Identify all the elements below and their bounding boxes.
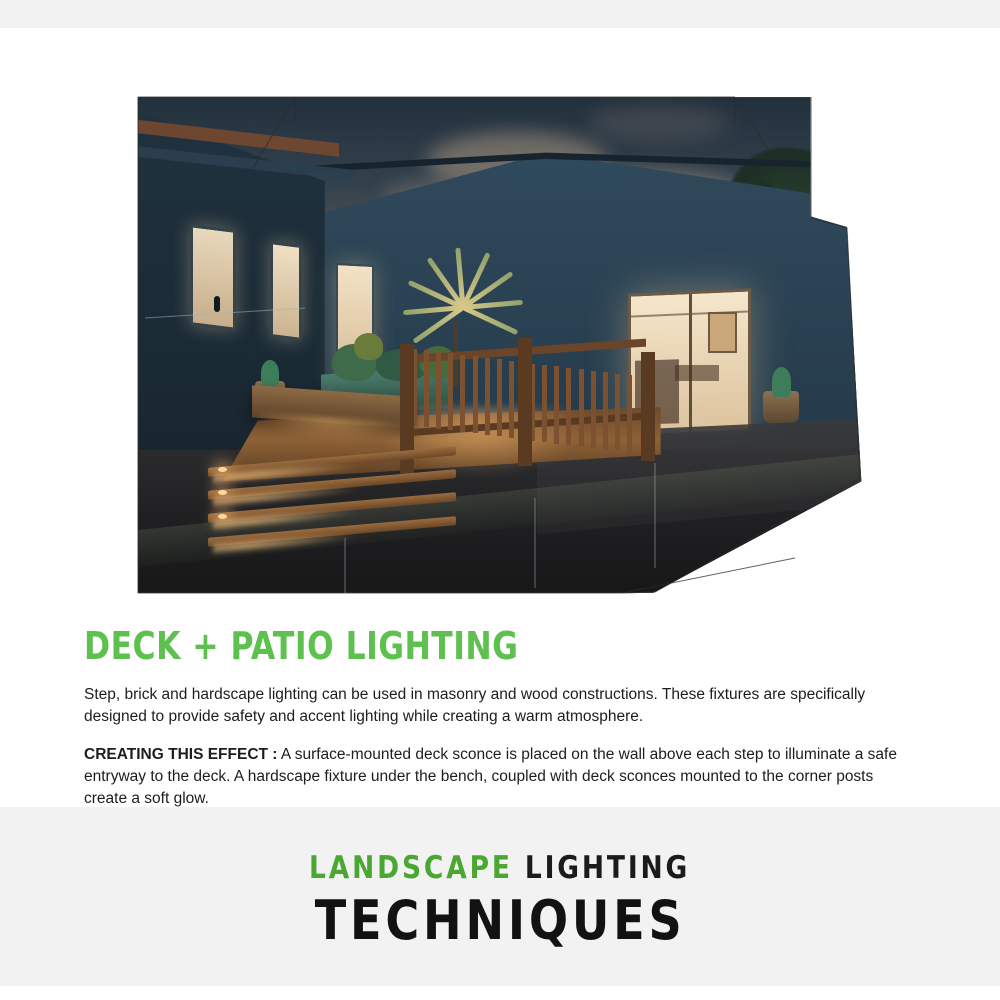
footer-title-line2: TECHNIQUES <box>314 888 686 952</box>
baluster <box>473 356 478 433</box>
content-area <box>0 28 1000 807</box>
baluster <box>448 353 453 430</box>
door-handle <box>214 296 220 312</box>
baluster <box>497 359 502 436</box>
description-text: Step, brick and hardscape lighting can be used in masonry and wood constructions. These fixtures are specifically designed to provide safety and accent lighting while creating a warm atmosphere. <box>84 686 866 725</box>
creating-effect-paragraph <box>84 744 919 810</box>
corner-post <box>641 352 655 462</box>
baluster <box>566 368 571 445</box>
illustration-deck-patio-lighting <box>135 68 865 598</box>
footer-word-lighting: LIGHTING <box>525 849 691 886</box>
step-sconce-light <box>218 467 227 472</box>
baluster <box>424 350 429 427</box>
bottom-band <box>0 986 1000 1000</box>
footer-title-line1 <box>309 850 690 886</box>
baluster <box>485 358 490 435</box>
cloud <box>588 105 728 141</box>
top-band <box>0 0 1000 28</box>
creating-effect-text: A surface-mounted deck sconce is placed on the wall above each step to illuminate a safe entryway to the deck. A hardscape fixture under the bench, coupled with deck sconces mounted to the corner posts create a soft glow. <box>84 746 897 807</box>
baluster <box>591 371 596 448</box>
step-sconce-light <box>218 514 227 519</box>
baluster <box>542 365 547 442</box>
potted-cactus <box>772 367 791 396</box>
baluster <box>579 369 584 446</box>
interior-table <box>675 365 719 381</box>
potted-cactus <box>261 360 279 387</box>
text-block <box>84 624 919 810</box>
baluster <box>509 361 514 438</box>
baluster <box>603 372 608 449</box>
creating-effect-label: CREATING THIS EFFECT : <box>84 746 278 763</box>
baluster <box>436 352 441 429</box>
window <box>270 241 302 341</box>
baluster <box>460 355 465 432</box>
shrub <box>354 333 383 360</box>
page-title: DECK + PATIO LIGHTING <box>84 624 519 668</box>
baluster <box>615 374 620 451</box>
window <box>190 224 236 331</box>
deck-steps <box>208 450 456 567</box>
footer <box>0 807 1000 1000</box>
baluster <box>627 375 632 452</box>
corner-post <box>518 338 532 466</box>
palm-plant <box>398 248 529 343</box>
description-paragraph <box>84 684 919 728</box>
scene-render <box>135 68 865 598</box>
footer-word-landscape: LANDSCAPE <box>309 849 514 886</box>
baluster <box>554 366 559 443</box>
palm-frond <box>462 306 519 336</box>
interior-artwork <box>708 312 737 353</box>
